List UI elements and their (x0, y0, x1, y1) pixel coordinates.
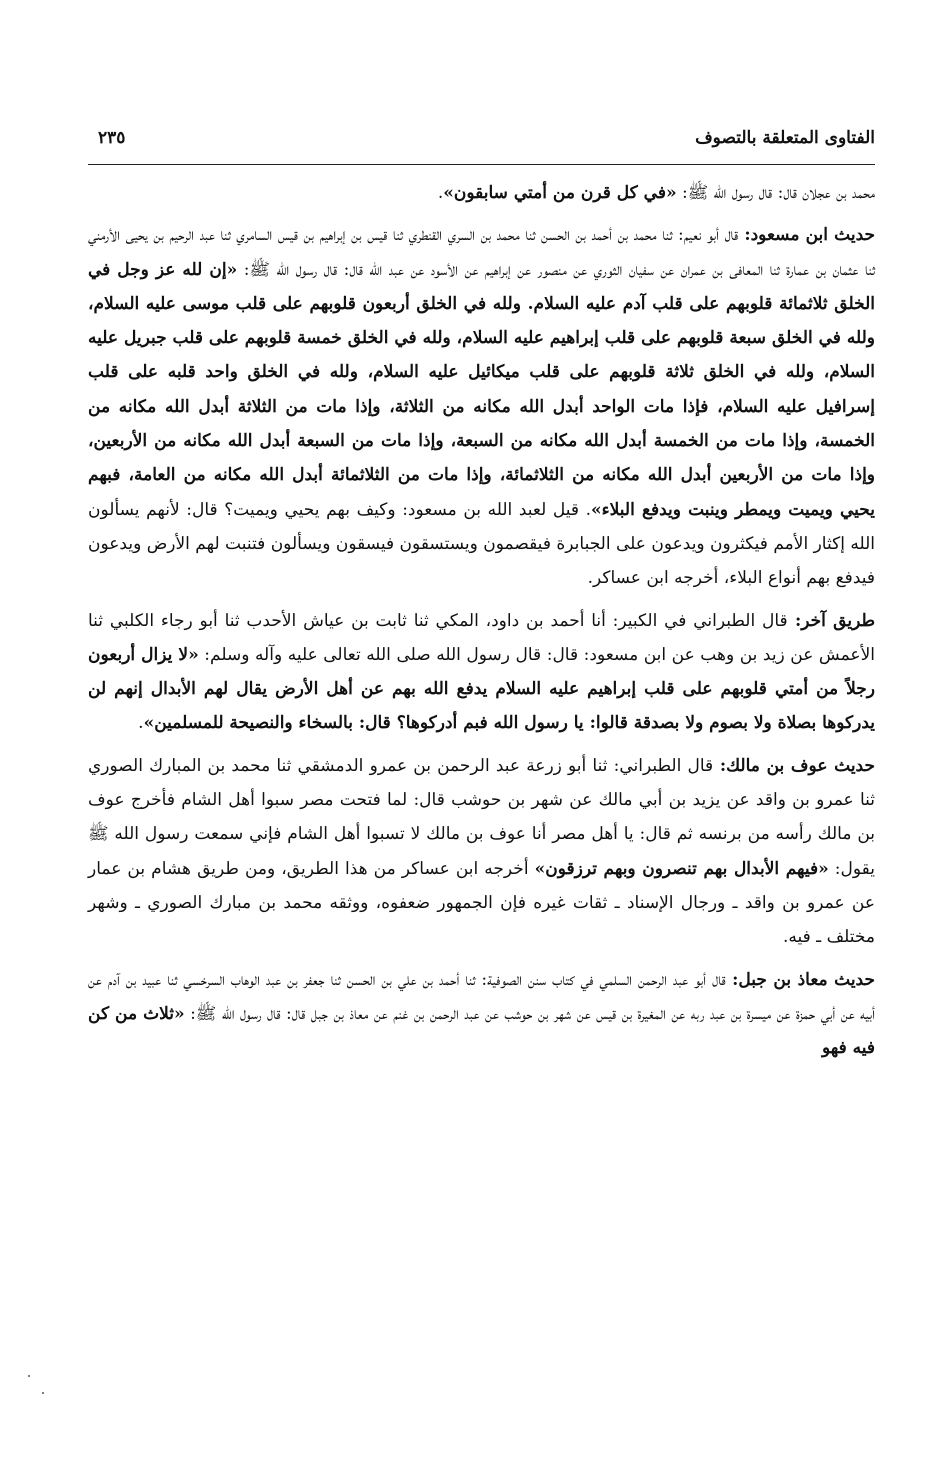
paragraph-muadh-ibn-jabal (88, 963, 875, 1066)
isnad-text: قال أبو عبد الرحمن السلمي في كتاب سنن الصوفية: ثنا أحمد بن علي بن الحسن ثنا جعفر بن عبد الوهاب السرخسي ثنا عبيد بن آدم عن أبيه عن أبي حمزة عن ميسرة بن عبد ربه عن المغيرة بن قيس عن شهر بن حوشب عن عبد الرحمن بن غنم عن معاذ بن جبل قال: قال رسول الله ﷺ: (88, 969, 875, 1024)
section-heading: حديث معاذ بن جبل: (725, 969, 875, 990)
hadith-quote: «فيهم الأبدال بهم تنصرون وبهم ترزقون» (534, 858, 829, 879)
text-run: محمد بن عجلان قال: قال رسول الله ﷺ: (676, 183, 875, 203)
paragraph-1 (88, 176, 875, 210)
paragraph-ibn-masud (88, 218, 875, 595)
scan-speck (42, 1392, 44, 1394)
section-heading: حديث عوف بن مالك: (713, 755, 875, 776)
isnad-text: قال الطبراني: ثنا أبو زرعة عبد الرحمن بن عمرو الدمشقي ثنا محمد بن المبارك الصوري ثنا عمرو بن واقد عن يزيد بن أبي مالك عن شهر بن حوشب قال: لما فتحت مصر سبوا أهل الشام فأخرج عوف بن مالك رأسه من برنسه ثم قال: يا أهل مصر أنا عوف بن مالك لا تسبوا أهل الشام فإني سمعت رسول الله ﷺ يقول: (88, 755, 875, 879)
header-divider (88, 164, 875, 165)
text-run: . (437, 183, 444, 203)
text-run: . (138, 713, 144, 734)
section-heading: طريق آخر: (787, 610, 875, 631)
commentary-text: . قيل لعبد الله بن مسعود: وكيف بهم يحيي ويميت؟ قال: لأنهم يسألون الله إكثار الأمم فيكثرون ويدعون على الجبابرة فيقصمون ويستسقون فيسقون ويسألون فتنبت لهم الأرض ويدعون فيدفع بهم أنواع البلاء، أخرجه ابن عساكر. (88, 499, 875, 589)
body-text (88, 176, 875, 1073)
scan-speck (28, 1375, 30, 1377)
hadith-quote: «إن لله عز وجل في الخلق ثلاثمائة قلوبهم على قلب آدم عليه السلام. ولله في الخلق أربعون قلوبهم على قلب موسى عليه السلام، ولله في الخلق سبعة قلوبهم على قلب إبراهيم عليه السلام، ولله في الخلق خمسة قلوبهم على قلب جبريل عليه السلام، ولله في الخلق ثلاثة قلوبهم على قلب ميكائيل عليه السلام، ولله في الخلق واحد قلبه على قلب إسرافيل عليه السلام، فإذا مات الواحد أبدل الله مكانه من الثلاثة، وإذا مات من الثلاثة أبدل الله مكانه من الخمسة، وإذا مات من الخمسة أبدل الله مكانه من السبعة، وإذا مات من السبعة أبدل الله مكانه من الأربعين، وإذا مات من الأربعين أبدل الله مكانه من الثلاثمائة، وإذا مات من الثلاثمائة أبدل الله مكانه من العامة، فبهم يحيي ويميت ويمطر وينبت ويدفع البلاء» (88, 259, 876, 520)
section-heading: حديث ابن مسعود: (738, 225, 875, 246)
hadith-quote: «لا يزال أربعون رجلاً من أمتي قلوبهم على قلب إبراهيم عليه السلام يدفع الله بهم عن أهل الأرض يقال لهم الأبدال إنهم لن يدركوها بصلاة ولا بصوم ولا بصدقة قالوا: يا رسول الله فبم أدركوها؟ قال: بالسخاء والنصيحة للمسلمين» (88, 644, 875, 734)
hadith-quote: «في كل قرن من أمتي سابقون» (443, 183, 677, 203)
isnad-text: قال أبو نعيم: ثنا محمد بن أحمد بن الحسن ثنا محمد بن السري القنطري ثنا قيس بن إبراهيم بن قيس السامري ثنا عبد الرحيم بن يحيى الأرمني ثنا عثمان بن عمارة ثنا المعافى بن عمران عن سفيان الثوري عن منصور عن إبراهيم عن الأسود عن عبد الله قال: قال رسول الله ﷺ: (88, 225, 875, 280)
paragraph-awf-ibn-malik (88, 749, 875, 955)
isnad-text: قال الطبراني في الكبير: أنا أحمد بن داود، المكي ثنا ثابت بن عياش الأحدب ثنا أبو رجاء الكلبي ثنا الأعمش عن زيد بن وهب عن ابن مسعود: قال: قال رسول الله صلى الله تعالى عليه وآله وسلم: (88, 610, 875, 665)
running-header (88, 126, 875, 160)
paragraph-another-route (88, 604, 875, 741)
header-title: الفتاوى المتعلقة بالتصوف (695, 128, 875, 148)
page-number: ٢٣٥ (98, 128, 126, 148)
hadith-quote: «ثلاث من كن فيه فهو (88, 1003, 875, 1059)
commentary-text: أخرجه ابن عساكر من هذا الطريق، ومن طريق هشام بن عمار عن عمرو بن واقد ـ ورجال الإسناد ـ ثقات غيره فإن الجمهور ضعفوه، ووثقه محمد بن مبارك الصوري ـ وشهر مختلف ـ فيه. (88, 858, 875, 948)
